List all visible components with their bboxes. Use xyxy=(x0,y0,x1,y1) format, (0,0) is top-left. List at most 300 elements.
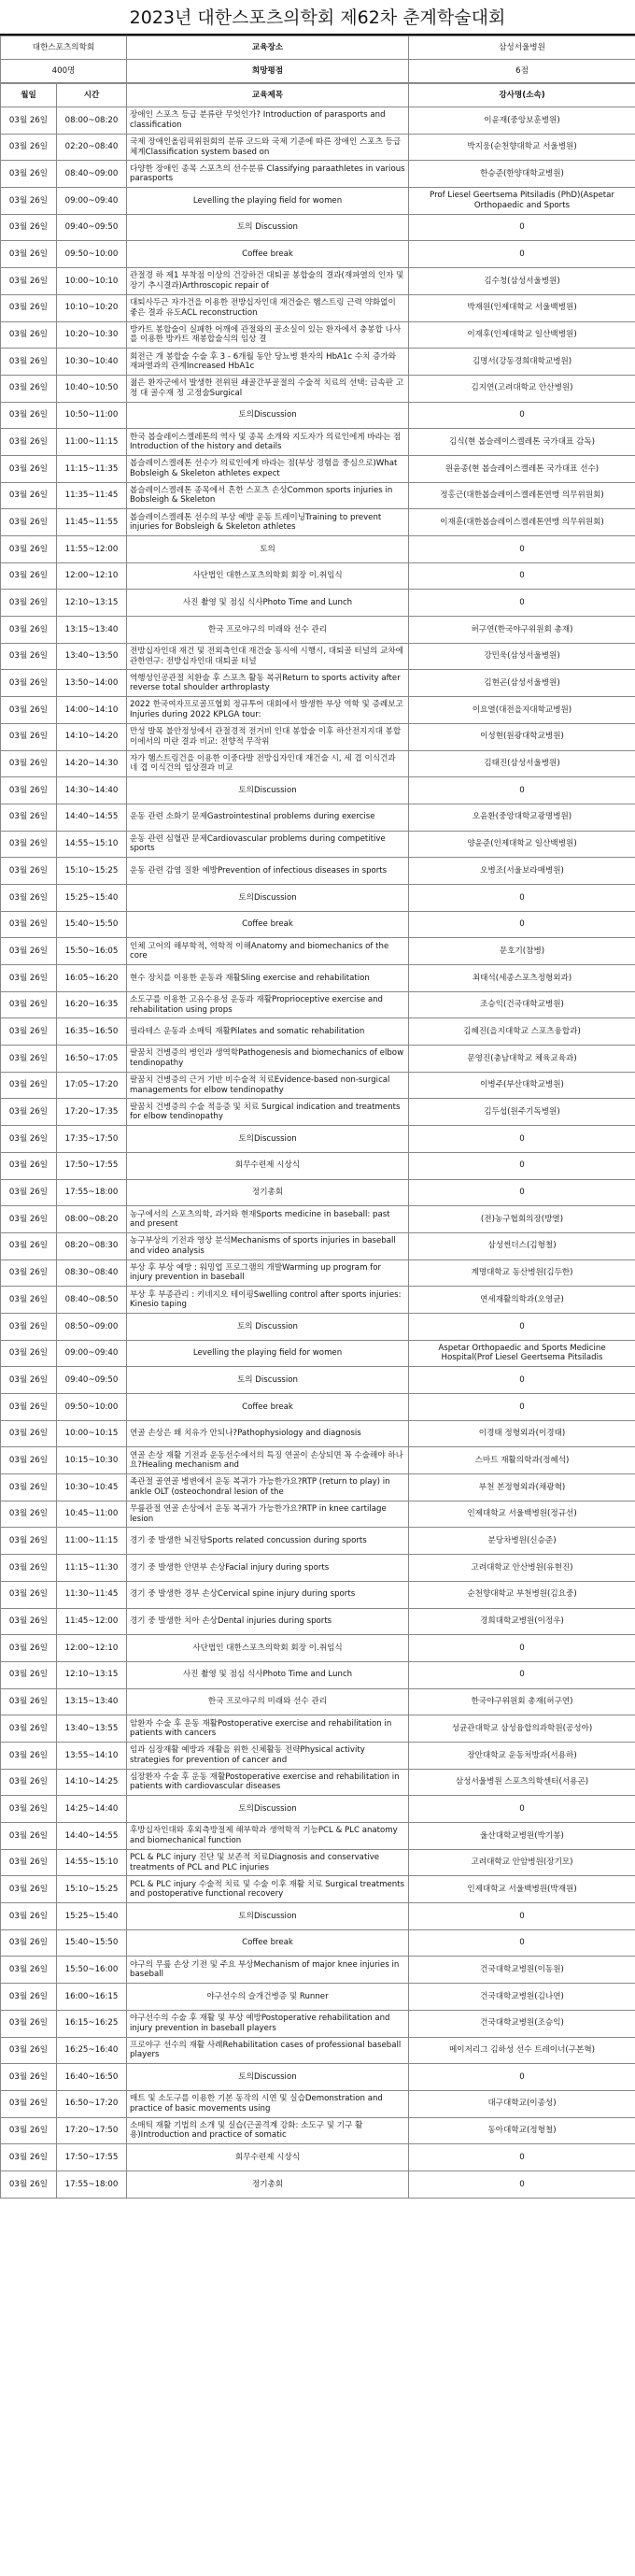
session-title: 토의Discussion xyxy=(127,402,409,429)
session-time: 11:00~11:15 xyxy=(57,1528,127,1555)
session-time: 11:55~12:00 xyxy=(57,536,127,563)
table-row xyxy=(1,349,635,376)
session-time: 09:00~09:40 xyxy=(57,1340,127,1367)
session-speaker: 삼성썬더스(김형철) xyxy=(409,1232,635,1260)
session-time: 08:00~08:20 xyxy=(57,1206,127,1233)
session-title: 매트 및 소도구를 이용한 기본 동작의 시연 및 실습Demonstration and practice of basic movements using xyxy=(127,2090,409,2117)
table-row xyxy=(1,1849,635,1876)
session-speaker: 김식(현 봅슬레이스켈레톤 국가대표 감독) xyxy=(409,429,635,456)
table-row xyxy=(1,321,635,349)
session-title: PCL & PLC injury 진단 및 보존적 치료Diagnosis and conservative treatments of PCL and PLC injuries xyxy=(127,1849,409,1876)
session-date: 03월 26일 xyxy=(1,509,57,536)
table-row xyxy=(1,1447,635,1474)
session-time: 08:40~09:00 xyxy=(57,161,127,188)
session-time: 17:55~18:00 xyxy=(57,1179,127,1206)
session-speaker: 0 xyxy=(409,1367,635,1394)
table-row xyxy=(1,1287,635,1314)
session-time: 16:40~16:50 xyxy=(57,2064,127,2091)
session-title: Coffee break xyxy=(127,241,409,268)
session-speaker: 울산대학교병원(박기봉) xyxy=(409,1823,635,1850)
venue-value: 삼성서울병원 xyxy=(409,36,635,60)
session-title: 토의Discussion xyxy=(127,1796,409,1823)
session-date: 03월 26일 xyxy=(1,429,57,456)
table-row xyxy=(1,1018,635,1046)
session-time: 16:00~16:15 xyxy=(57,1984,127,2011)
session-speaker: 0 xyxy=(409,402,635,429)
session-time: 12:00~12:10 xyxy=(57,1635,127,1662)
session-date: 03월 26일 xyxy=(1,590,57,617)
session-time: 14:40~14:55 xyxy=(57,804,127,831)
table-row xyxy=(1,1742,635,1769)
session-date: 03월 26일 xyxy=(1,1688,57,1715)
session-title: PCL & PLC injury 수술적 치료 및 수술 이후 재활 치료 Surgical treatments and postoperative functional recovery xyxy=(127,1876,409,1903)
session-time: 17:50~17:55 xyxy=(57,2144,127,2171)
session-speaker: 0 xyxy=(409,1313,635,1340)
session-title: 회무수련제 시상식 xyxy=(127,1152,409,1179)
page-title: 2023년 대한스포츠의학회 제62차 춘계학술대회 xyxy=(0,0,635,36)
session-time: 11:45~12:00 xyxy=(57,1608,127,1635)
schedule-body xyxy=(1,107,635,2199)
session-date: 03월 26일 xyxy=(1,1206,57,1233)
session-time: 15:10~15:25 xyxy=(57,1876,127,1903)
session-date: 03월 26일 xyxy=(1,562,57,590)
table-row xyxy=(1,482,635,509)
session-speaker: 박지웅(순천향대학교 서울병원) xyxy=(409,134,635,161)
session-time: 15:40~15:50 xyxy=(57,1929,127,1957)
session-date: 03월 26일 xyxy=(1,2117,57,2144)
session-date: 03월 26일 xyxy=(1,858,57,885)
session-time: 09:50~10:00 xyxy=(57,241,127,268)
session-title: 관절경 하 제1 부착점 이상의 건강하건 대퇴골 봉합술의 결과(재파열의 인자 및 장기 추시결과)Arthroscopic repair of xyxy=(127,268,409,295)
session-date: 03월 26일 xyxy=(1,750,57,777)
session-date: 03월 26일 xyxy=(1,1635,57,1662)
session-date: 03월 26일 xyxy=(1,884,57,911)
table-row xyxy=(1,1340,635,1367)
table-row xyxy=(1,161,635,188)
table-row xyxy=(1,1179,635,1206)
session-speaker: 허구연(한국야구위원회 총재) xyxy=(409,617,635,644)
session-date: 03월 26일 xyxy=(1,1715,57,1743)
session-speaker: 0 xyxy=(409,777,635,804)
session-speaker: 이요열(대전을지대학교병원) xyxy=(409,697,635,724)
session-speaker: 이경태 정형외과(이경태) xyxy=(409,1420,635,1447)
session-date: 03월 26일 xyxy=(1,107,57,135)
session-date: 03월 26일 xyxy=(1,1313,57,1340)
session-date: 03월 26일 xyxy=(1,1447,57,1474)
table-row xyxy=(1,107,635,135)
table-row xyxy=(1,804,635,831)
session-title: 연골 손상은 왜 치유가 안되나?Pathophysiology and diagnosis xyxy=(127,1420,409,1447)
session-title: 야구선수의 수술 후 재활 및 부상 예방Postoperative rehabilitation and injury prevention in baseball players xyxy=(127,2010,409,2037)
header-title: 교육제목 xyxy=(127,84,409,107)
session-date: 03월 26일 xyxy=(1,1018,57,1046)
session-title: 부상 후 부상 예방 : 워밍업 프로그램의 개발Warming up program for injury prevention in baseball xyxy=(127,1260,409,1287)
session-date: 03월 26일 xyxy=(1,1849,57,1876)
table-row xyxy=(1,1957,635,1984)
table-row xyxy=(1,1046,635,1073)
session-time: 16:50~17:20 xyxy=(57,2090,127,2117)
session-speaker: 0 xyxy=(409,1179,635,1206)
session-speaker: 경희대학교병원(이정우) xyxy=(409,1608,635,1635)
venue-label: 교육장소 xyxy=(127,36,409,60)
session-speaker: 0 xyxy=(409,241,635,268)
session-date: 03월 26일 xyxy=(1,214,57,241)
session-title: Levelling the playing field for women xyxy=(127,1340,409,1367)
header-speaker: 강사명(소속) xyxy=(409,84,635,107)
session-speaker: 건국대학교병원(김나연) xyxy=(409,1984,635,2011)
session-date: 03월 26일 xyxy=(1,455,57,482)
table-row xyxy=(1,617,635,644)
session-time: 11:15~11:35 xyxy=(57,455,127,482)
session-date: 03월 26일 xyxy=(1,1581,57,1608)
table-row xyxy=(1,509,635,536)
table-row xyxy=(1,938,635,965)
session-date: 03월 26일 xyxy=(1,2064,57,2091)
session-time: 16:15~16:25 xyxy=(57,2010,127,2037)
session-time: 13:40~13:50 xyxy=(57,643,127,670)
session-title: 운동 관련 심혈관 문제Cardiovascular problems during competitive sports xyxy=(127,831,409,858)
session-title: 운동 관련 소화기 문제Gastrointestinal problems during exercise xyxy=(127,804,409,831)
table-row xyxy=(1,1661,635,1688)
session-time: 10:00~10:15 xyxy=(57,1420,127,1447)
session-date: 03월 26일 xyxy=(1,697,57,724)
session-date: 03월 26일 xyxy=(1,321,57,349)
session-speaker: 정홍근(대한봅슬레이스켈레톤연맹 의무위원회) xyxy=(409,482,635,509)
session-time: 11:35~11:45 xyxy=(57,482,127,509)
session-speaker: 장안대학교 운동처방과(서용하) xyxy=(409,1742,635,1769)
table-row xyxy=(1,1688,635,1715)
session-speaker: 0 xyxy=(409,911,635,938)
session-speaker: 순천향대학교 부천병원(김요중) xyxy=(409,1581,635,1608)
table-row xyxy=(1,455,635,482)
session-speaker: 박재원(인제대학교 서울백병원) xyxy=(409,294,635,321)
session-speaker: Prof Liesel Geertsema Pitsiladis (PhD)(Aspetar Orthopaedic and Sports xyxy=(409,188,635,215)
session-speaker: 김혜진(을지대학교 스포츠융합과) xyxy=(409,1018,635,1046)
session-time: 17:35~17:50 xyxy=(57,1126,127,1153)
session-title: Coffee break xyxy=(127,911,409,938)
session-date: 03월 26일 xyxy=(1,643,57,670)
table-row xyxy=(1,1260,635,1287)
table-row xyxy=(1,429,635,456)
session-speaker: 이재훈(대한봅슬레이스켈레톤연맹 의무위원회) xyxy=(409,509,635,536)
session-date: 03월 26일 xyxy=(1,268,57,295)
session-title: 야구의 무릎 손상 기전 및 주요 부상Mechanism of major knee injuries in baseball xyxy=(127,1957,409,1984)
session-time: 12:00~12:10 xyxy=(57,562,127,590)
session-title: 소도구를 이용한 고유수용성 운동과 재활Proprioceptive exercise and rehabilitation using props xyxy=(127,991,409,1018)
session-date: 03월 26일 xyxy=(1,1742,57,1769)
session-time: 12:10~13:15 xyxy=(57,590,127,617)
session-date: 03월 26일 xyxy=(1,1046,57,1073)
session-date: 03월 26일 xyxy=(1,1179,57,1206)
session-title: 족관절 골연골 병변에서 운동 복귀가 가능한가요?RTP (return to play) in ankle OLT (osteochondral lesion of the xyxy=(127,1474,409,1501)
session-time: 10:40~10:50 xyxy=(57,375,127,402)
session-speaker: 원윤종(현 봅슬레이스켈레톤 국가대표 선수) xyxy=(409,455,635,482)
session-title: 팔꿈치 건병증의 병인과 생역학Pathogenesis and biomechanics of elbow tendinopathy xyxy=(127,1046,409,1073)
session-date: 03월 26일 xyxy=(1,1929,57,1957)
table-row xyxy=(1,1903,635,1930)
session-title: 역행성인공관절 치환술 후 스포츠 활동 복귀Return to sports activity after reverse total shoulder arthroplasty xyxy=(127,670,409,697)
table-row xyxy=(1,375,635,402)
schedule-table xyxy=(0,83,635,2199)
session-speaker: 0 xyxy=(409,1796,635,1823)
session-date: 03월 26일 xyxy=(1,2170,57,2198)
credit-label: 희망평점 xyxy=(127,60,409,83)
capacity: 400명 xyxy=(1,60,127,83)
table-row xyxy=(1,214,635,241)
session-date: 03월 26일 xyxy=(1,723,57,750)
table-row xyxy=(1,750,635,777)
table-row xyxy=(1,991,635,1018)
table-row xyxy=(1,831,635,858)
session-title: 임과 심장재활 예방과 재활을 위한 신체활동 전략Physical activity strategies for prevention of cancer and xyxy=(127,1742,409,1769)
session-title: 정기총회 xyxy=(127,2170,409,2198)
session-date: 03월 26일 xyxy=(1,1528,57,1555)
session-title: 봅슬레이스켈레톤 종목에서 흔한 스포츠 손상Common sports injuries in Bobsleigh & Skeleton xyxy=(127,482,409,509)
session-time: 10:15~10:30 xyxy=(57,1447,127,1474)
session-time: 15:40~15:50 xyxy=(57,911,127,938)
session-title: 인체 고어의 해부학적, 역학적 이해Anatomy and biomechanics of the core xyxy=(127,938,409,965)
session-time: 08:40~08:50 xyxy=(57,1287,127,1314)
table-row xyxy=(1,1608,635,1635)
session-title: 사진 촬영 및 점심 식사Photo Time and Lunch xyxy=(127,1661,409,1688)
table-row xyxy=(1,697,635,724)
session-speaker: 김두섭(원주기독병원) xyxy=(409,1099,635,1126)
session-speaker: 분당차병원(신승준) xyxy=(409,1528,635,1555)
table-row xyxy=(1,1367,635,1394)
session-date: 03월 26일 xyxy=(1,1152,57,1179)
session-date: 03월 26일 xyxy=(1,161,57,188)
session-speaker: 오병조(서울보라매병원) xyxy=(409,858,635,885)
session-title: 토의Discussion xyxy=(127,1126,409,1153)
session-date: 03월 26일 xyxy=(1,402,57,429)
session-title: 토의 Discussion xyxy=(127,1313,409,1340)
session-title: 토의Discussion xyxy=(127,1903,409,1930)
session-title: 야구선수의 슬개건병증 및 Runner xyxy=(127,1984,409,2011)
session-title: 필라테스 운동과 소매틱 재활Pilates and somatic rehabilitation xyxy=(127,1018,409,1046)
session-title: 장애인 스포츠 등급 분류란 무엇인가? Introduction of parasports and classification xyxy=(127,107,409,135)
session-date: 03월 26일 xyxy=(1,1420,57,1447)
session-date: 03월 26일 xyxy=(1,670,57,697)
session-time: 14:25~14:40 xyxy=(57,1796,127,1823)
session-time: 13:15~13:40 xyxy=(57,1688,127,1715)
session-time: 15:10~15:25 xyxy=(57,858,127,885)
session-date: 03월 26일 xyxy=(1,965,57,992)
session-time: 14:55~15:10 xyxy=(57,1849,127,1876)
session-time: 17:20~17:35 xyxy=(57,1099,127,1126)
session-time: 10:30~10:45 xyxy=(57,1474,127,1501)
session-speaker: 고려대학교 안암병원(장기모) xyxy=(409,1849,635,1876)
session-title: 경기 중 발생한 치아 손상Dental injuries during sports xyxy=(127,1608,409,1635)
session-speaker: 0 xyxy=(409,1126,635,1153)
session-speaker: 스마트 재활의학과(정혜석) xyxy=(409,1447,635,1474)
table-row xyxy=(1,134,635,161)
table-row xyxy=(1,884,635,911)
session-title: 다양한 장애인 종목 스포츠의 선수분류 Classifying paraathletes in various parasports xyxy=(127,161,409,188)
session-speaker: 0 xyxy=(409,2064,635,2091)
session-date: 03월 26일 xyxy=(1,831,57,858)
table-row xyxy=(1,1072,635,1099)
session-date: 03월 26일 xyxy=(1,1984,57,2011)
session-title: 한국 프로야구의 미래와 선수 관리 xyxy=(127,1688,409,1715)
session-speaker: 0 xyxy=(409,562,635,590)
table-row xyxy=(1,188,635,215)
session-title: 경기 중 발생한 안면부 손상Facial injury during sports xyxy=(127,1555,409,1582)
table-row xyxy=(1,2170,635,2198)
session-date: 03월 26일 xyxy=(1,1340,57,1367)
session-speaker: 이윤재(중앙보훈병원) xyxy=(409,107,635,135)
session-time: 17:55~18:00 xyxy=(57,2170,127,2198)
table-row xyxy=(1,1769,635,1796)
table-row xyxy=(1,911,635,938)
session-title: 방카트 봉합술이 실패한 어깨에 관절와의 골소실이 있는 환자에서 충봉합 나사를 이용한 방카트 재봉합술식의 임상 결 xyxy=(127,321,409,349)
session-time: 10:20~10:30 xyxy=(57,321,127,349)
session-speaker: 삼성서울병원 스포츠의학센터(서용곤) xyxy=(409,1769,635,1796)
session-title: 토의Discussion xyxy=(127,884,409,911)
session-time: 16:05~16:20 xyxy=(57,965,127,992)
session-speaker: 한승준(한양대학교병원) xyxy=(409,161,635,188)
session-date: 03월 26일 xyxy=(1,1367,57,1394)
session-time: 17:50~17:55 xyxy=(57,1152,127,1179)
session-title: 무릎관절 연골 손상에서 운동 복귀가 가능한가요?RTP in knee cartilage lesion xyxy=(127,1501,409,1528)
table-row xyxy=(1,562,635,590)
session-title: 국제 장애인올림픽위원회의 분류 코드와 국제 기준에 따른 장애인 스포츠 등급 체계Classification system based on xyxy=(127,134,409,161)
table-row xyxy=(1,1099,635,1126)
session-time: 16:50~17:05 xyxy=(57,1046,127,1073)
session-date: 03월 26일 xyxy=(1,804,57,831)
session-speaker: 0 xyxy=(409,1394,635,1421)
header-date: 월일 xyxy=(1,84,57,107)
session-title: 경기 중 발생한 경부 손상Cervical spine injury during sports xyxy=(127,1581,409,1608)
session-date: 03월 26일 xyxy=(1,2037,57,2064)
table-row xyxy=(1,2037,635,2064)
session-date: 03월 26일 xyxy=(1,188,57,215)
session-time: 16:20~16:35 xyxy=(57,991,127,1018)
session-speaker: 김태진(삼성서울병원) xyxy=(409,750,635,777)
organizer: 대한스포츠의학회 xyxy=(1,36,127,60)
session-date: 03월 26일 xyxy=(1,1608,57,1635)
table-row xyxy=(1,2117,635,2144)
session-speaker: 0 xyxy=(409,1929,635,1957)
table-row xyxy=(1,241,635,268)
session-speaker: 최태석(세종스포츠정형외과) xyxy=(409,965,635,992)
session-date: 03월 26일 xyxy=(1,1876,57,1903)
session-date: 03월 26일 xyxy=(1,2010,57,2037)
session-date: 03월 26일 xyxy=(1,911,57,938)
session-date: 03월 26일 xyxy=(1,375,57,402)
session-speaker: (전)농구협회의장(방열) xyxy=(409,1206,635,1233)
session-speaker: 메이저리그 김하성 선수 트레이너(구본혁) xyxy=(409,2037,635,2064)
session-date: 03월 26일 xyxy=(1,617,57,644)
session-speaker: 대구대학교(이종성) xyxy=(409,2090,635,2117)
session-speaker: 0 xyxy=(409,884,635,911)
session-time: 13:50~14:00 xyxy=(57,670,127,697)
session-time: 10:45~11:00 xyxy=(57,1501,127,1528)
session-title: 현수 장치를 이용한 운동과 재활Sling exercise and rehabilitation xyxy=(127,965,409,992)
session-time: 10:00~10:10 xyxy=(57,268,127,295)
session-speaker: 문호기(참병) xyxy=(409,938,635,965)
table-row xyxy=(1,643,635,670)
table-row xyxy=(1,1635,635,1662)
table-row xyxy=(1,1984,635,2011)
session-date: 03월 26일 xyxy=(1,1126,57,1153)
session-time: 11:00~11:15 xyxy=(57,429,127,456)
session-time: 16:35~16:50 xyxy=(57,1018,127,1046)
session-date: 03월 26일 xyxy=(1,241,57,268)
session-date: 03월 26일 xyxy=(1,1072,57,1099)
table-row xyxy=(1,2090,635,2117)
session-speaker: 이병주(부산대학교병원) xyxy=(409,1072,635,1099)
session-speaker: 0 xyxy=(409,1635,635,1662)
session-date: 03월 26일 xyxy=(1,134,57,161)
session-time: 09:50~10:00 xyxy=(57,1394,127,1421)
session-date: 03월 26일 xyxy=(1,1796,57,1823)
session-time: 15:25~15:40 xyxy=(57,884,127,911)
session-title: 경기 중 발생한 뇌진탕Sports related concussion during sports xyxy=(127,1528,409,1555)
session-title: 봅슬레이스켈레톤 선수가 의료인에게 바라는 점(부상 경험을 중심으로)What Bobsleigh & Skeleton athletes expect xyxy=(127,455,409,482)
session-speaker: 0 xyxy=(409,536,635,563)
table-row xyxy=(1,1420,635,1447)
session-speaker: 강민욱(삼성서울병원) xyxy=(409,643,635,670)
session-title: 운동 관련 감염 질환 예방Prevention of infectious diseases in sports xyxy=(127,858,409,885)
session-time: 10:30~10:40 xyxy=(57,349,127,376)
session-title: 한국 프로야구의 미래와 선수 관리 xyxy=(127,617,409,644)
session-time: 09:00~09:40 xyxy=(57,188,127,215)
session-speaker: 인제대학교 서울백병원(정규선) xyxy=(409,1501,635,1528)
session-speaker: 한국야구위원회 총재(허구연) xyxy=(409,1688,635,1715)
table-row xyxy=(1,294,635,321)
session-title: Coffee break xyxy=(127,1929,409,1957)
session-time: 14:20~14:30 xyxy=(57,750,127,777)
session-date: 03월 26일 xyxy=(1,294,57,321)
session-time: 14:30~14:40 xyxy=(57,777,127,804)
table-row xyxy=(1,723,635,750)
table-row xyxy=(1,1823,635,1850)
table-row xyxy=(1,965,635,992)
table-row xyxy=(1,1555,635,1582)
session-date: 03월 26일 xyxy=(1,1474,57,1501)
table-row xyxy=(1,1581,635,1608)
table-row xyxy=(1,1876,635,1903)
table-row xyxy=(1,1528,635,1555)
table-row xyxy=(1,1796,635,1823)
session-speaker: 0 xyxy=(409,2170,635,2198)
table-row xyxy=(1,1232,635,1260)
session-date: 03월 26일 xyxy=(1,1287,57,1314)
table-row xyxy=(1,402,635,429)
session-title: 후방십자인대와 후외측방절제 해부학과 생역학적 기능PCL & PLC anatomy and biomechanical function xyxy=(127,1823,409,1850)
session-time: 13:15~13:40 xyxy=(57,617,127,644)
session-speaker: 성균관대학교 삼성융합의과학원(공성아) xyxy=(409,1715,635,1743)
table-row xyxy=(1,1206,635,1233)
session-time: 17:05~17:20 xyxy=(57,1072,127,1099)
session-title: 연골 손상 재활 기전과 운동선수에서의 특징 연골이 손상되면 꼭 수술해야 하나요?Healing mechanism and xyxy=(127,1447,409,1474)
table-row xyxy=(1,1126,635,1153)
session-date: 03월 26일 xyxy=(1,1394,57,1421)
session-time: 16:25~16:40 xyxy=(57,2037,127,2064)
table-row xyxy=(1,536,635,563)
session-date: 03월 26일 xyxy=(1,2090,57,2117)
session-time: 10:10~10:20 xyxy=(57,294,127,321)
session-date: 03월 26일 xyxy=(1,1099,57,1126)
session-speaker: 양윤준(인제대학교 일산백병원) xyxy=(409,831,635,858)
session-title: 팔꿈치 건병증의 근거 기반 비수술적 치료Evidence-based non-surgical managements for elbow tendinopathy xyxy=(127,1072,409,1099)
session-date: 03월 26일 xyxy=(1,1661,57,1688)
session-title: 암환자 수술 후 운동 재활Postoperative exercise and rehabilitation in patients with cancers xyxy=(127,1715,409,1743)
session-title: 회무수련제 시상식 xyxy=(127,2144,409,2171)
header-time: 시간 xyxy=(57,84,127,107)
session-time: 14:10~14:20 xyxy=(57,723,127,750)
session-speaker: 동아대학교(정형철) xyxy=(409,2117,635,2144)
